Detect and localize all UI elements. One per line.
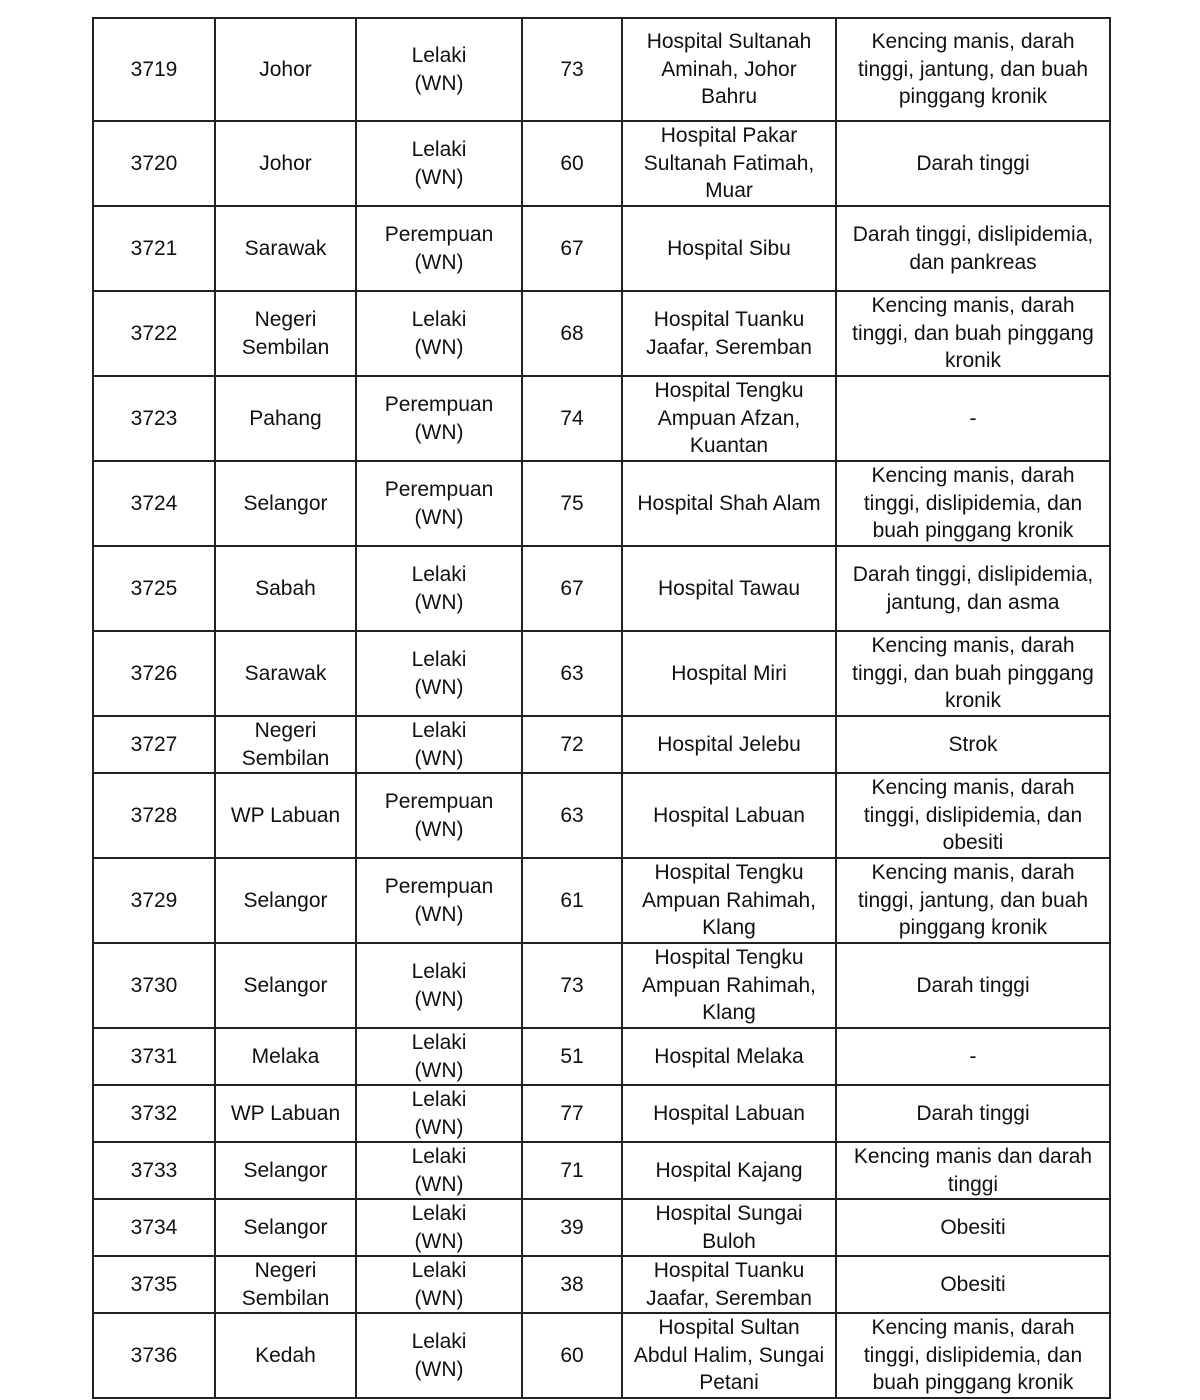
hospital-cell: Hospital Jelebu — [622, 716, 836, 773]
table-row — [93, 376, 1110, 461]
table-row — [93, 631, 1110, 716]
case-number-cell: 3734 — [93, 1199, 215, 1256]
case-number-cell: 3722 — [93, 291, 215, 376]
gender-cell: Perempuan (WN) — [356, 206, 522, 291]
age-cell: 73 — [522, 943, 622, 1028]
gender-cell: Perempuan (WN) — [356, 461, 522, 546]
comorbidity-cell: Strok — [836, 716, 1110, 773]
case-number-cell: 3727 — [93, 716, 215, 773]
gender-cell: Lelaki (WN) — [356, 121, 522, 206]
state-cell: Negeri Sembilan — [215, 1256, 356, 1313]
table-row — [93, 1028, 1110, 1085]
comorbidity-cell: Kencing manis dan darah tinggi — [836, 1142, 1110, 1199]
hospital-cell: Hospital Sungai Buloh — [622, 1199, 836, 1256]
age-cell: 67 — [522, 206, 622, 291]
hospital-cell: Hospital Sultan Abdul Halim, Sungai Petani — [622, 1313, 836, 1398]
table-row — [93, 206, 1110, 291]
case-number-cell: 3733 — [93, 1142, 215, 1199]
age-cell: 67 — [522, 546, 622, 631]
gender-cell: Lelaki (WN) — [356, 18, 522, 121]
state-cell: WP Labuan — [215, 1085, 356, 1142]
comorbidity-cell: Kencing manis, darah tinggi, dan buah pinggang kronik — [836, 291, 1110, 376]
state-cell: Negeri Sembilan — [215, 716, 356, 773]
case-number-cell: 3721 — [93, 206, 215, 291]
table-row — [93, 943, 1110, 1028]
case-number-cell: 3729 — [93, 858, 215, 943]
case-number-cell: 3735 — [93, 1256, 215, 1313]
age-cell: 72 — [522, 716, 622, 773]
state-cell: Melaka — [215, 1028, 356, 1085]
state-cell: Sabah — [215, 546, 356, 631]
age-cell: 60 — [522, 121, 622, 206]
age-cell: 74 — [522, 376, 622, 461]
comorbidity-cell: Kencing manis, darah tinggi, dislipidemia, dan buah pinggang kronik — [836, 1313, 1110, 1398]
table-body — [93, 18, 1110, 1398]
gender-cell: Lelaki (WN) — [356, 546, 522, 631]
comorbidity-cell: Obesiti — [836, 1199, 1110, 1256]
case-number-cell: 3736 — [93, 1313, 215, 1398]
hospital-cell: Hospital Sibu — [622, 206, 836, 291]
hospital-cell: Hospital Tawau — [622, 546, 836, 631]
gender-cell: Lelaki (WN) — [356, 631, 522, 716]
comorbidity-cell: Darah tinggi, dislipidemia, jantung, dan asma — [836, 546, 1110, 631]
table-row — [93, 291, 1110, 376]
age-cell: 73 — [522, 18, 622, 121]
age-cell: 68 — [522, 291, 622, 376]
hospital-cell: Hospital Miri — [622, 631, 836, 716]
hospital-cell: Hospital Sultanah Aminah, Johor Bahru — [622, 18, 836, 121]
gender-cell: Perempuan (WN) — [356, 773, 522, 858]
case-number-cell: 3723 — [93, 376, 215, 461]
state-cell: Sarawak — [215, 631, 356, 716]
table-row — [93, 461, 1110, 546]
case-number-cell: 3724 — [93, 461, 215, 546]
table-row — [93, 858, 1110, 943]
state-cell: Pahang — [215, 376, 356, 461]
hospital-cell: Hospital Labuan — [622, 1085, 836, 1142]
table-row — [93, 1256, 1110, 1313]
gender-cell: Perempuan (WN) — [356, 376, 522, 461]
comorbidity-cell: Kencing manis, darah tinggi, jantung, dan buah pinggang kronik — [836, 18, 1110, 121]
table-row — [93, 18, 1110, 121]
gender-cell: Lelaki (WN) — [356, 1256, 522, 1313]
comorbidity-cell: Kencing manis, darah tinggi, dislipidemia, dan obesiti — [836, 773, 1110, 858]
state-cell: Sarawak — [215, 206, 356, 291]
comorbidity-cell: - — [836, 1028, 1110, 1085]
gender-cell: Lelaki (WN) — [356, 943, 522, 1028]
state-cell: Selangor — [215, 858, 356, 943]
table-row — [93, 546, 1110, 631]
hospital-cell: Hospital Tengku Ampuan Rahimah, Klang — [622, 943, 836, 1028]
table-row — [93, 121, 1110, 206]
age-cell: 39 — [522, 1199, 622, 1256]
gender-cell: Lelaki (WN) — [356, 1085, 522, 1142]
hospital-cell: Hospital Tengku Ampuan Afzan, Kuantan — [622, 376, 836, 461]
case-number-cell: 3720 — [93, 121, 215, 206]
case-number-cell: 3731 — [93, 1028, 215, 1085]
state-cell: Negeri Sembilan — [215, 291, 356, 376]
age-cell: 38 — [522, 1256, 622, 1313]
hospital-cell: Hospital Tuanku Jaafar, Seremban — [622, 1256, 836, 1313]
state-cell: Selangor — [215, 1199, 356, 1256]
hospital-cell: Hospital Tengku Ampuan Rahimah, Klang — [622, 858, 836, 943]
state-cell: Kedah — [215, 1313, 356, 1398]
gender-cell: Lelaki (WN) — [356, 1028, 522, 1085]
gender-cell: Lelaki (WN) — [356, 716, 522, 773]
case-number-cell: 3719 — [93, 18, 215, 121]
comorbidity-cell: Obesiti — [836, 1256, 1110, 1313]
table-row — [93, 716, 1110, 773]
state-cell: Johor — [215, 121, 356, 206]
age-cell: 63 — [522, 631, 622, 716]
age-cell: 63 — [522, 773, 622, 858]
gender-cell: Lelaki (WN) — [356, 1313, 522, 1398]
gender-cell: Lelaki (WN) — [356, 1199, 522, 1256]
hospital-cell: Hospital Tuanku Jaafar, Seremban — [622, 291, 836, 376]
state-cell: Selangor — [215, 461, 356, 546]
gender-cell: Lelaki (WN) — [356, 291, 522, 376]
state-cell: WP Labuan — [215, 773, 356, 858]
case-table-container — [92, 17, 1109, 1399]
table-row — [93, 1313, 1110, 1398]
age-cell: 75 — [522, 461, 622, 546]
hospital-cell: Hospital Melaka — [622, 1028, 836, 1085]
gender-cell: Lelaki (WN) — [356, 1142, 522, 1199]
death-case-table — [92, 17, 1111, 1399]
comorbidity-cell: Darah tinggi — [836, 121, 1110, 206]
table-row — [93, 1199, 1110, 1256]
comorbidity-cell: - — [836, 376, 1110, 461]
comorbidity-cell: Kencing manis, darah tinggi, dan buah pinggang kronik — [836, 631, 1110, 716]
case-number-cell: 3732 — [93, 1085, 215, 1142]
hospital-cell: Hospital Labuan — [622, 773, 836, 858]
age-cell: 71 — [522, 1142, 622, 1199]
comorbidity-cell: Darah tinggi — [836, 943, 1110, 1028]
comorbidity-cell: Darah tinggi, dislipidemia, dan pankreas — [836, 206, 1110, 291]
hospital-cell: Hospital Kajang — [622, 1142, 836, 1199]
age-cell: 60 — [522, 1313, 622, 1398]
comorbidity-cell: Kencing manis, darah tinggi, jantung, dan buah pinggang kronik — [836, 858, 1110, 943]
state-cell: Selangor — [215, 943, 356, 1028]
table-row — [93, 1085, 1110, 1142]
table-row — [93, 1142, 1110, 1199]
state-cell: Selangor — [215, 1142, 356, 1199]
table-row — [93, 773, 1110, 858]
age-cell: 51 — [522, 1028, 622, 1085]
case-number-cell: 3730 — [93, 943, 215, 1028]
age-cell: 77 — [522, 1085, 622, 1142]
case-number-cell: 3725 — [93, 546, 215, 631]
case-number-cell: 3726 — [93, 631, 215, 716]
hospital-cell: Hospital Shah Alam — [622, 461, 836, 546]
age-cell: 61 — [522, 858, 622, 943]
comorbidity-cell: Kencing manis, darah tinggi, dislipidemia, dan buah pinggang kronik — [836, 461, 1110, 546]
gender-cell: Perempuan (WN) — [356, 858, 522, 943]
case-number-cell: 3728 — [93, 773, 215, 858]
comorbidity-cell: Darah tinggi — [836, 1085, 1110, 1142]
state-cell: Johor — [215, 18, 356, 121]
hospital-cell: Hospital Pakar Sultanah Fatimah, Muar — [622, 121, 836, 206]
